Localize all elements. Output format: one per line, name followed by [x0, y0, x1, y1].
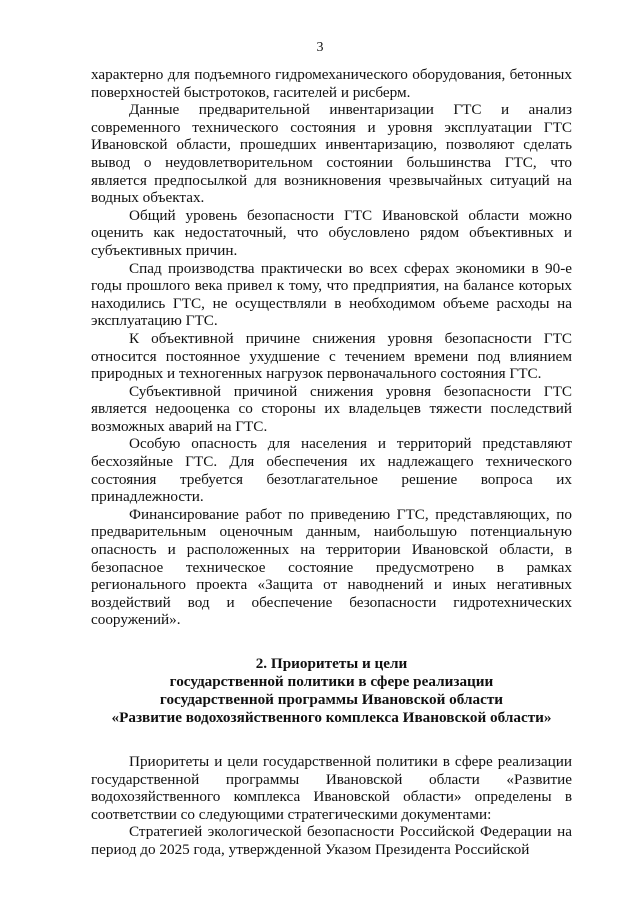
page-number: 3	[316, 40, 324, 55]
section-heading-line-4: «Развитие водохозяйственного комплекса Ивановской области»	[111, 709, 552, 726]
paragraph-safety-level: Общий уровень безопасности ГТС Ивановской области можно оценить как недостаточный, что обусловлено рядом объективных и субъективных причин.	[91, 206, 572, 259]
paragraph-objective-reason: К объективной причине снижения уровня безопасности ГТС относится постоянное ухудшение с течением времени под влиянием природных и техногенных нагрузок первоначального состояния ГТС.	[91, 329, 572, 383]
section-heading-line-2: государственной политики в сфере реализации	[169, 673, 494, 690]
document-body	[91, 66, 572, 859]
paragraph-financing: Финансирование работ по приведению ГТС, представляющих, по предварительным оценочным данным, наибольшую потенциальную опасность и расположенных на территории Ивановской области, в безопасное техническое состояние предусмотрено в рамках регионального проекта «Защита от наводнений и иных негативных воздействий вод и обеспечение безопасности гидротехнических сооружений».	[91, 505, 572, 629]
paragraph-subjective-reason: Субъективной причиной снижения уровня безопасности ГТС является недооценка со стороны их владельцев тяжести последствий возможных аварий на ГТС.	[91, 382, 572, 435]
paragraph-inventory: Данные предварительной инвентаризации ГТС и анализ современного технического состояния и уровня эксплуатации ГТС Ивановской области, прошедших инвентаризацию, позволяют сделать вывод о неудовлетворительном состоянии большинства ГТС, что является предпосылкой для возникновения чрезвычайных ситуаций на водных объектах.	[91, 101, 572, 207]
paragraph-production-decline: Спад производства практически во всех сферах экономики в 90-е годы прошлого века привел к тому, что предприятия, на балансе которых находились ГТС, не осуществляли в необходимом объеме расходы на эксплуатацию ГТС.	[91, 259, 572, 330]
section-heading	[91, 655, 572, 727]
paragraph-strategy: Стратегией экологической безопасности Российской Федерации на период до 2025 года, утвержденной Указом Президента Российской	[91, 823, 572, 858]
paragraph-continuation: характерно для подъемного гидромеханического оборудования, бетонных поверхностей быстротоков, гасителей и рисберм.	[91, 66, 572, 101]
section-heading-line-3: государственной программы Ивановской области	[159, 691, 504, 708]
section-heading-line-1: 2. Приоритеты и цели	[255, 655, 408, 672]
paragraph-ownerless-gts: Особую опасность для населения и территорий представляют бесхозяйные ГТС. Для обеспечения их надлежащего технического состояния требуется безотлагательное решение вопроса их принадлежности.	[91, 435, 572, 506]
paragraph-priorities: Приоритеты и цели государственной политики в сфере реализации государственной программы Ивановской области «Развитие водохозяйственного комплекса Ивановской области» определены в соответствии со следующими стратегическими документами:	[91, 753, 572, 823]
